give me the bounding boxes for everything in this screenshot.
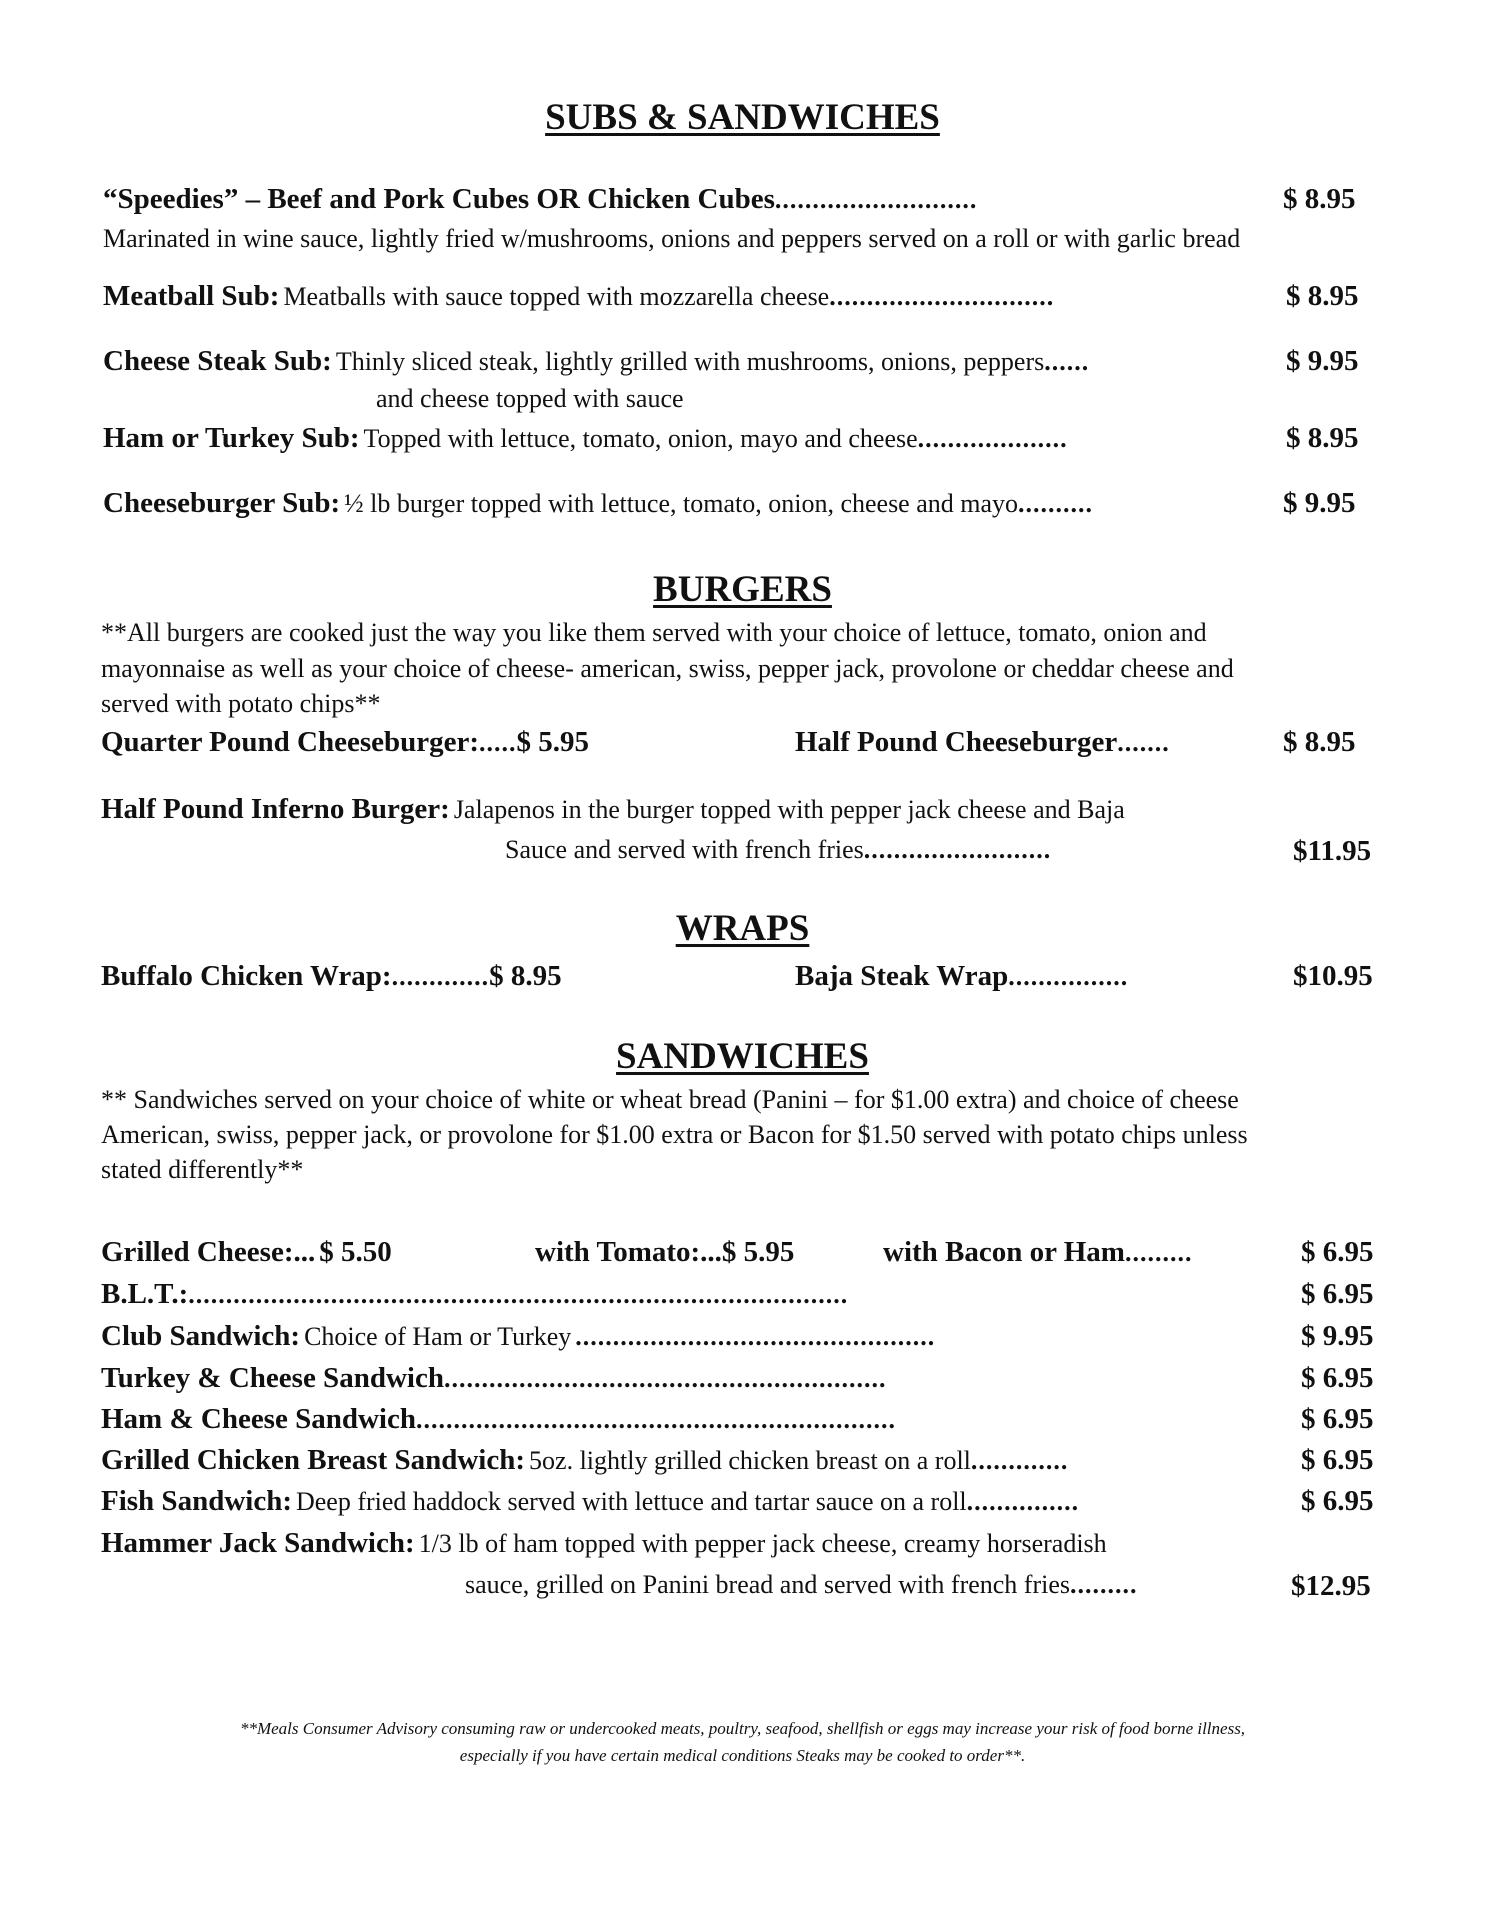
item-name: Turkey & Cheese Sandwich [101,1362,444,1394]
item-price: $12.95 [1291,1570,1371,1602]
grilled-cheese-with-bacon-or-ham [883,1236,1192,1269]
item-price: $10.95 [1293,960,1373,992]
menu-item-turkey-cheese-sandwich [101,1362,886,1395]
item-name: Buffalo Chicken Wrap: [101,960,392,992]
item-price: $ 5.50 [319,1236,392,1268]
item-description: Meatballs with sauce topped with mozzarella cheese [283,282,830,311]
item-price: $ 5.95 [516,726,590,758]
leader-dots: ............... [966,1487,1080,1516]
option-name: with Tomato:... [535,1236,722,1268]
leader-dots: ....... [1117,728,1170,757]
leader-dots: ................ [1008,962,1129,991]
menu-item-meatball-sub [103,280,1054,313]
item-description: Topped with lettuce, tomato, onion, mayo and cheese [363,424,918,453]
menu-item-half-pound-cheeseburger [795,726,1170,759]
menu-item-buffalo-chicken-wrap [101,960,562,993]
sandwiches-heading: SANDWICHES [616,1036,869,1077]
leader-dots: ................................................ [575,1322,936,1351]
menu-item-inferno-burger [101,793,1125,826]
item-name: “Speedies” – Beef and Pork Cubes OR Chicken Cubes [103,183,775,215]
menu-item-cheese-steak-sub [103,345,1089,378]
item-price: $ 6.95 [1301,1444,1374,1476]
option-name: with Bacon or Ham [883,1236,1125,1268]
item-name: Grilled Cheese:... [101,1236,316,1268]
item-price: $ 9.95 [1283,487,1356,519]
menu-item-grilled-chicken-breast-sandwich [101,1444,1068,1477]
menu-item-club-sandwich [101,1320,935,1353]
item-description: Thinly sliced steak, lightly grilled with mushrooms, onions, peppers [335,347,1045,376]
leader-dots: ......................... [863,835,1052,864]
item-name: Cheeseburger Sub: [103,487,341,519]
item-price: $ 6.95 [1301,1403,1374,1435]
menu-item-grilled-cheese [101,1236,392,1269]
leader-dots: ......... [1124,1238,1193,1267]
item-name: Baja Steak Wrap [795,960,1009,992]
item-price: $ 6.95 [1301,1485,1374,1517]
item-price: $ 8.95 [1283,726,1356,758]
subs-heading: SUBS & SANDWICHES [545,97,940,138]
leader-dots: .......... [1018,489,1094,518]
item-price: $11.95 [1293,835,1372,867]
item-description: Marinated in wine sauce, lightly fried w/mushrooms, onions and peppers served on a roll or with garlic bread [103,224,1241,253]
leader-dots: ........................................................................................ [188,1280,849,1309]
consumer-advisory-line: **Meals Consumer Advisory consuming raw or undercooked meats, poultry, seafood, shellfish or eggs may increase your risk of food borne illness, [239,1719,1246,1738]
leader-dots: .................... [917,424,1068,453]
item-name: Half Pound Cheeseburger [795,726,1118,758]
item-description-continued: Sauce and served with french fries [505,835,864,864]
leader-dots: ......... [1070,1570,1138,1599]
item-name: Half Pound Inferno Burger: [101,793,450,825]
item-name: Quarter Pound Cheeseburger: [101,726,480,758]
item-description: ½ lb burger topped with lettuce, tomato, onion, cheese and mayo [344,489,1019,518]
leader-dots: ............. [970,1446,1069,1475]
sandwiches-note-line: ** Sandwiches served on your choice of white or wheat bread (Panini – for $1.00 extra) and choice of cheese [101,1085,1239,1114]
leader-dots: ........................................................... [443,1364,887,1393]
item-price: $ 6.95 [1301,1362,1374,1394]
sandwiches-note-line: stated differently** [101,1155,304,1184]
menu-item-fish-sandwich [101,1485,1079,1518]
item-name: Meatball Sub: [103,280,280,312]
leader-dots: ...... [1044,347,1090,376]
leader-dots: ................................................................ [415,1405,896,1434]
grilled-cheese-with-tomato [535,1236,794,1269]
item-price: $ 8.95 [1286,422,1359,454]
menu-item-blt [101,1278,848,1311]
menu-item-baja-steak-wrap [795,960,1128,993]
item-price: $ 9.95 [1286,345,1359,377]
item-description-continued: sauce, grilled on Panini bread and served with french fries [465,1570,1071,1599]
item-description: 1/3 lb of ham topped with pepper jack cheese, creamy horseradish [418,1529,1107,1558]
item-description: Deep fried haddock served with lettuce and tartar sauce on a roll [295,1487,967,1516]
item-name: Ham & Cheese Sandwich [101,1403,416,1435]
burgers-note-line: served with potato chips** [101,689,381,718]
leader-dots: ........................... [774,185,978,214]
menu-item-quarter-pound-cheeseburger [101,726,589,759]
menu-item-ham-turkey-sub [103,422,1068,455]
item-description: Choice of Ham or Turkey [304,1322,572,1351]
menu-item-hammer-jack-sandwich [101,1527,1107,1560]
item-price: $ 8.95 [489,960,562,992]
burgers-note-line: **All burgers are cooked just the way you like them served with your choice of lettuce, tomato, onion and [101,618,1207,647]
item-name: Fish Sandwich: [101,1485,292,1517]
item-name: Cheese Steak Sub: [103,345,332,377]
leader-dots: ............. [391,962,490,991]
leader-dots: ..... [479,728,517,757]
burgers-note-line: mayonnaise as well as your choice of cheese- american, swiss, pepper jack, provolone or cheddar cheese and [101,654,1234,683]
hammer-jack-description-continued [465,1570,1138,1600]
sandwiches-note-line: American, swiss, pepper jack, or provolone for $1.00 extra or Bacon for $1.50 served with potato chips unless [101,1120,1248,1149]
item-name: Ham or Turkey Sub: [103,422,360,454]
item-name: Grilled Chicken Breast Sandwich: [101,1444,526,1476]
burgers-heading: BURGERS [653,569,832,610]
item-price: $ 8.95 [1283,183,1356,215]
menu-item-speedies [103,183,977,216]
item-description: Jalapenos in the burger topped with pepper jack cheese and Baja [453,795,1125,824]
item-description-continued: and cheese topped with sauce [376,384,684,413]
inferno-description-continued [505,835,1051,865]
leader-dots: .............................. [829,282,1055,311]
item-description: 5oz. lightly grilled chicken breast on a roll [529,1446,971,1475]
item-price: $ 9.95 [1301,1320,1374,1352]
option-price: $ 5.95 [721,1236,795,1268]
consumer-advisory-line: especially if you have certain medical conditions Steaks may be cooked to order**. [459,1746,1026,1765]
wraps-heading: WRAPS [675,908,810,949]
item-name: Club Sandwich: [101,1320,301,1352]
menu-item-cheeseburger-sub [103,487,1093,520]
item-name: Hammer Jack Sandwich: [101,1527,415,1559]
option-price: $ 6.95 [1301,1236,1374,1268]
menu-item-ham-cheese-sandwich [101,1403,896,1436]
item-price: $ 6.95 [1301,1278,1374,1310]
item-name: B.L.T.: [101,1278,189,1310]
item-price: $ 8.95 [1286,280,1359,312]
